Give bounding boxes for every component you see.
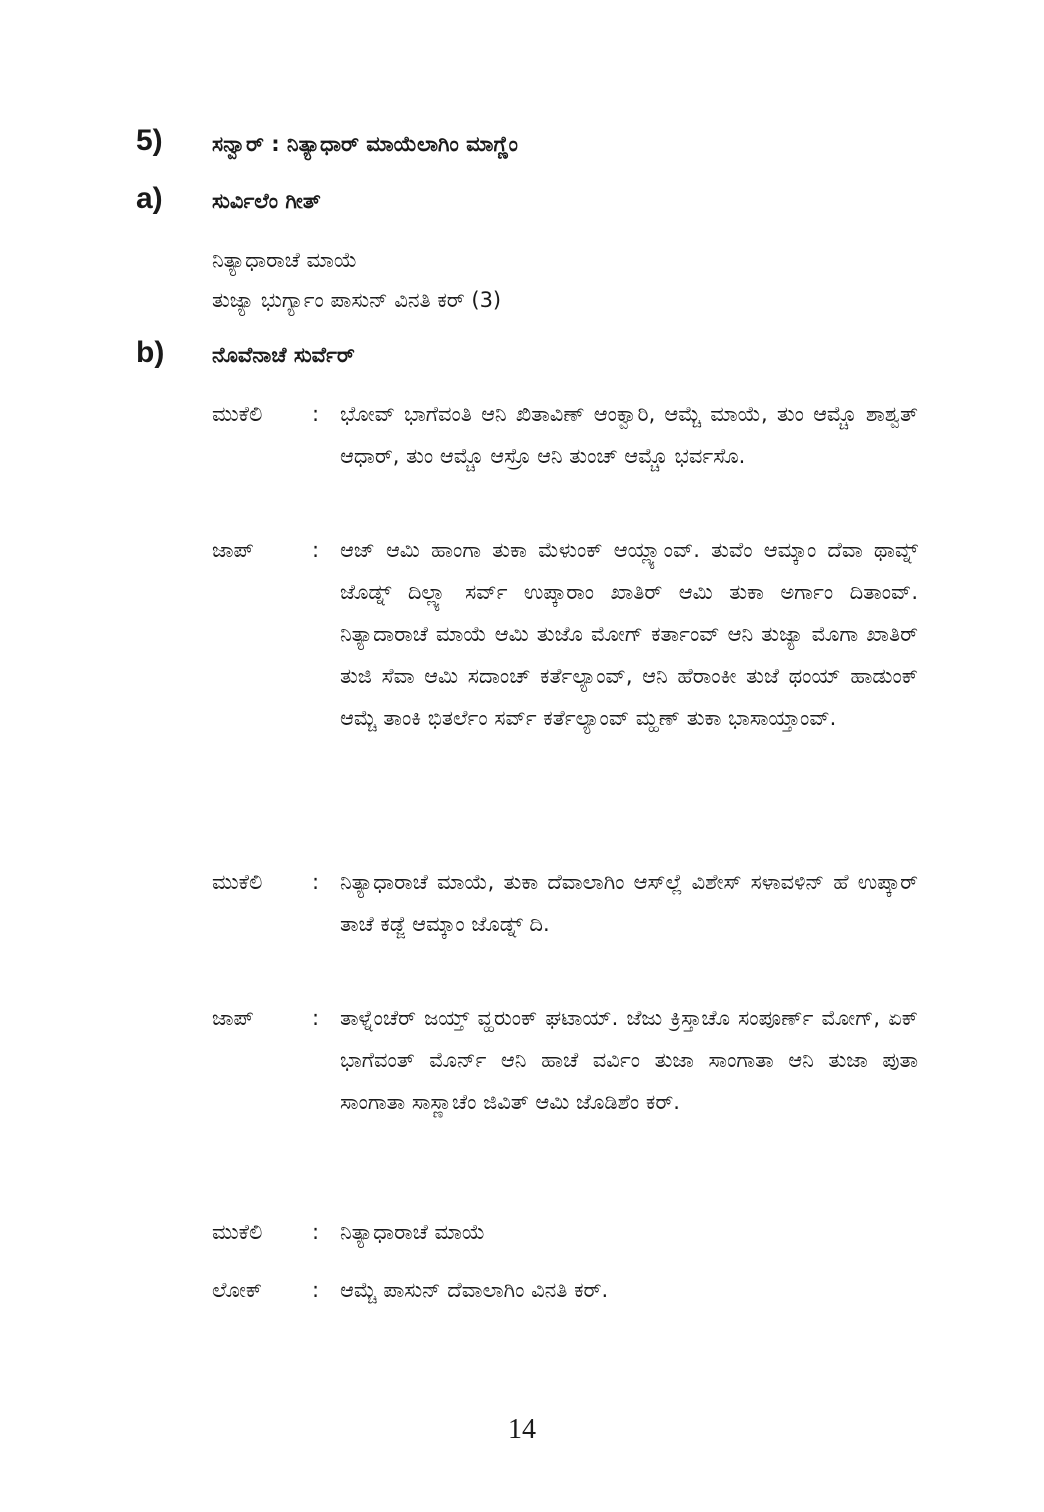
entry-text: ತಾಳ್ನೆಂಚೆರ್ ಜಯ್ತ್ ವ್ಹರುಂಕ್ ಘಟಾಯ್. ಜೆಜು ಕ್ರಿಸ್ತಾಚೊ ಸಂಪೂರ್ಣ್ ಮೋಗ್, ಏಕ್ ಭಾಗೆವಂತ್ ಮೊರ್ನ್ ಆನಿ ಹಾಚೆ ವರ್ವಿಂ ತುಜಾ ಸಾಂಗಾತಾ ಆನಿ ತುಜಾ ಪುತಾ ಸಾಂಗಾತಾ ಸಾಸ್ಣಾಚೆಂ ಜಿವಿತ್ ಆಮಿ ಜೊಡಿಶೆಂ ಕರ್.	[340, 1006, 918, 1114]
entry-text: ನಿತ್ಯಾಧಾರಾಚೆ ಮಾಯೆ, ತುಕಾ ದೆವಾಲಾಗಿಂ ಆಸ್‌ಲ್ಲೆ ವಿಶೇಸ್ ಸಳಾವಳಿನ್ ಹೆ ಉಪ್ಕಾರ್ ತಾಚೆ ಕಡ್ಜೆ ಆಮ್ಕಾಂ ಜೊಡ್ನ್ ದಿ.	[340, 870, 918, 936]
subsection-b-title: ನೊವೆನಾಚೆ ಸುರ್ವೆರ್	[212, 343, 355, 367]
separator: :	[312, 538, 320, 562]
subsection-a-label: a)	[136, 182, 163, 215]
subsection-a-title: ಸುರ್ವಿಲೆಂ ಗೀತ್	[212, 189, 321, 213]
speaker-label: ಲೋಕ್	[212, 1278, 263, 1302]
speaker-label: ಜಾಪ್	[212, 538, 254, 562]
speaker-label: ಜಾಪ್	[212, 1006, 254, 1030]
separator: :	[312, 1220, 320, 1244]
song-line: ನಿತ್ಯಾಧಾರಾಚೆ ಮಾಯೆ	[212, 248, 358, 272]
dialogue-entry	[212, 393, 918, 477]
dialogue-entry	[212, 1211, 918, 1253]
dialogue-entry	[212, 1269, 918, 1311]
separator: :	[312, 1278, 320, 1302]
dialogue-entry	[212, 997, 918, 1123]
dialogue-entry	[212, 529, 918, 739]
song-lyrics	[212, 240, 501, 320]
entry-text: ಆಜ್ ಆಮಿ ಹಾಂಗಾ ತುಕಾ ಮೆಳುಂಕ್ ಆಯ್ಲ್ಯಾಂವ್. ತುವೆಂ ಆಮ್ಕಾಂ ದೆವಾ ಥಾವ್ನ್ ಜೊಡ್ನ್ ದಿಲ್ಲ್ಯಾ ಸರ್ವ್ ಉಪ್ಕಾರಾಂ ಖಾತಿರ್ ಆಮಿ ತುಕಾ ಅರ್ಗಾಂ ದಿತಾಂವ್. ನಿತ್ಯಾದಾರಾಚೆ ಮಾಯೆ ಆಮಿ ತುಜೊ ಮೋಗ್ ಕರ್ತಾಂವ್ ಆನಿ ತುಜ್ಯಾ ಮೊಗಾ ಖಾತಿರ್ ತುಜಿ ಸೆವಾ ಆಮಿ ಸದಾಂಚ್ ಕರ್ತೆಲ್ಯಾಂವ್, ಆನಿ ಹೆರಾಂಕೀ ತುಜೆ ಥಂಯ್ ಹಾಡುಂಕ್ ಆಮ್ಚೆ ತಾಂಕಿ ಭಿತರ್ಲೆಂ ಸರ್ವ್ ಕರ್ತೆಲ್ಯಾಂವ್ ಮ್ಹಣ್ ತುಕಾ ಭಾಸಾಯ್ತಾಂವ್.	[340, 538, 918, 730]
entry-text: ಭೋವ್ ಭಾಗೆವಂತಿ ಆನಿ ಖಿತಾವಿಣ್ ಆಂಕ್ವಾರಿ, ಆಮ್ಚೆ ಮಾಯೆ, ತುಂ ಆಮ್ಚೊ ಶಾಶ್ವತ್ ಆಧಾರ್, ತುಂ ಆಮ್ಚೊ ಆಸ್ರೊ ಆನಿ ತುಂಚ್ ಆಮ್ಚೊ ಭರ್ವಸೊ.	[340, 402, 918, 468]
section-title: ಸನ್ವಾರ್ : ನಿತ್ಯಾಧಾರ್ ಮಾಯೆಲಾಗಿಂ ಮಾಗ್ಣೆಂ	[212, 132, 518, 156]
separator: :	[312, 1006, 320, 1030]
page-number: 14	[508, 1414, 536, 1445]
song-line: ತುಜ್ಯಾ ಭುರ್ಗ್ಯಾಂ ಪಾಸುನ್ ವಿನತಿ ಕರ್ (3)	[212, 288, 502, 312]
speaker-label: ಮುಕೆಲಿ	[212, 870, 263, 894]
subsection-b-label: b)	[136, 336, 165, 369]
entry-text: ಆಮ್ಚೆ ಪಾಸುನ್ ದೆವಾಲಾಗಿಂ ವಿನತಿ ಕರ್.	[340, 1278, 609, 1302]
separator: :	[312, 402, 320, 426]
section-number: 5)	[136, 124, 163, 157]
dialogue-entry	[212, 861, 918, 945]
separator: :	[312, 870, 320, 894]
entry-text: ನಿತ್ಯಾಧಾರಾಚೆ ಮಾಯೆ	[340, 1220, 486, 1244]
speaker-label: ಮುಕೆಲಿ	[212, 1220, 263, 1244]
speaker-label: ಮುಕೆಲಿ	[212, 402, 263, 426]
